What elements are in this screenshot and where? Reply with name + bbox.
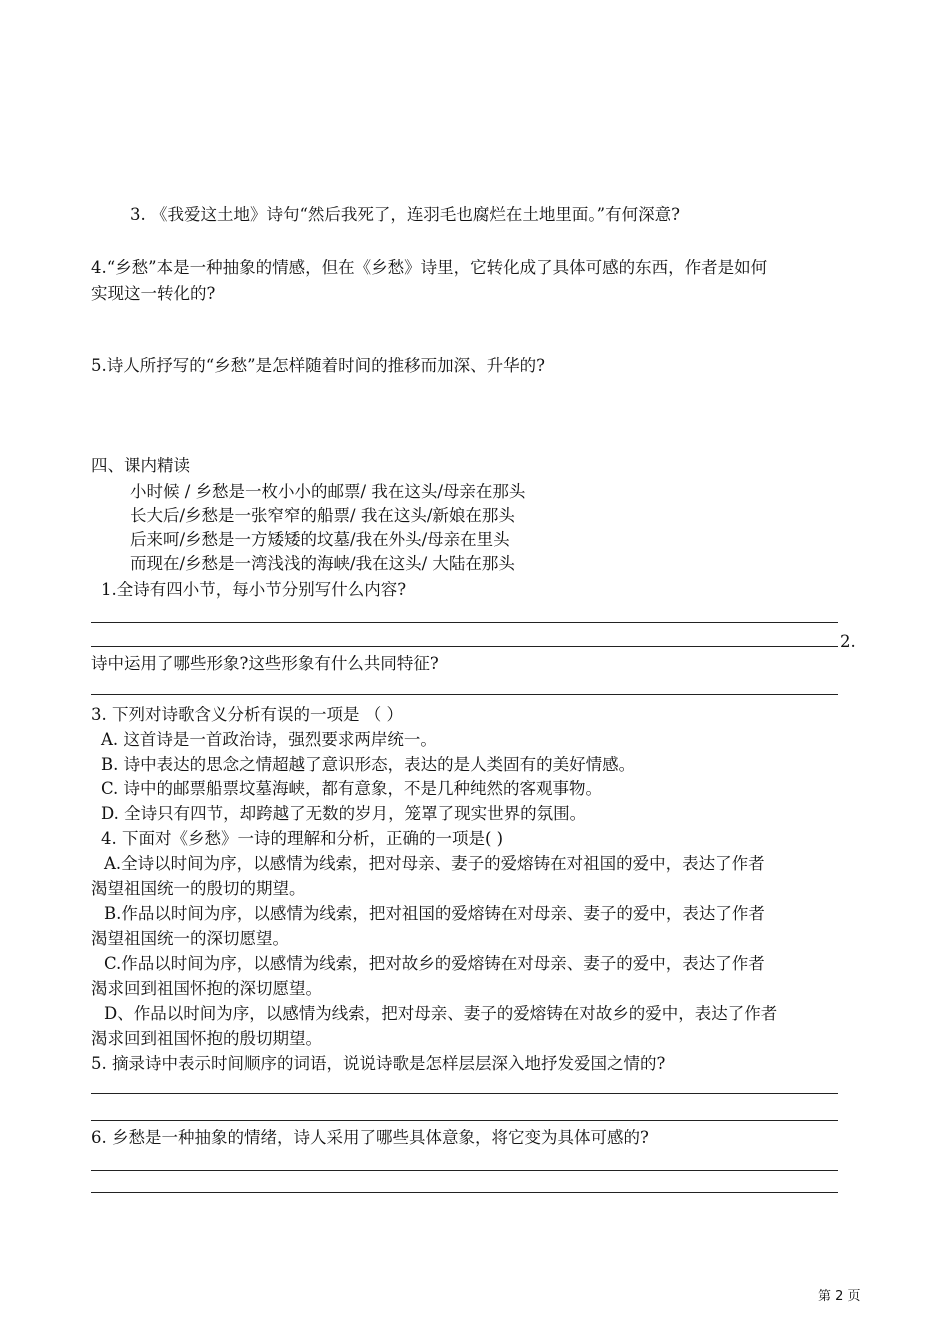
question-4-line-1: 4.“乡愁”本是一种抽象的情感，但在《乡愁》诗里，它转化成了具体可感的东西，作者是如何 bbox=[91, 258, 768, 277]
option-c-line-1: C.作品以时间为序，以感情为线索，把对故乡的爱熔铸在对母亲、妻子的爱中，表达了作者 bbox=[104, 954, 765, 973]
option-a-line-2: 渴望祖国统一的殷切的期望。 bbox=[91, 879, 306, 898]
answer-line[interactable] bbox=[91, 694, 838, 695]
option-c-line-2: 渴求回到祖国怀抱的深切愿望。 bbox=[91, 979, 322, 998]
section-heading: 四、课内精读 bbox=[91, 456, 190, 475]
answer-line[interactable] bbox=[91, 1120, 838, 1121]
option-b-line-2: 渴望祖国统一的深切愿望。 bbox=[91, 929, 289, 948]
poem-question-4-stem: 4. 下面对《乡愁》一诗的理解和分析，正确的一项是( ) bbox=[101, 829, 504, 848]
poem-question-1: 1.全诗有四小节，每小节分别写什么内容? bbox=[101, 580, 407, 599]
poem-stanza-3: 后来呵/乡愁是一方矮矮的坟墓/我在外头/母亲在里头 bbox=[130, 530, 510, 549]
option-c: C. 诗中的邮票船票坟墓海峡，都有意象，不是几种纯然的客观事物。 bbox=[101, 779, 603, 798]
poem-stanza-2: 长大后/乡愁是一张窄窄的船票/ 我在这头/新娘在那头 bbox=[130, 506, 515, 525]
question-3: 3. 《我爱这土地》诗句“然后我死了，连羽毛也腐烂在土地里面。”有何深意? bbox=[130, 205, 680, 224]
option-d-line-1: D、作品以时间为序，以感情为线索，把对母亲、妻子的爱熔铸在对故乡的爱中，表达了作者 bbox=[104, 1004, 778, 1023]
poem-question-3-stem: 3. 下列对诗歌含义分析有误的一项是 （ ） bbox=[91, 705, 403, 724]
poem-stanza-4: 而现在/乡愁是一湾浅浅的海峡/我在这头/ 大陆在那头 bbox=[130, 554, 515, 573]
answer-line[interactable] bbox=[91, 1093, 838, 1094]
question-5: 5.诗人所抒写的“乡愁”是怎样随着时间的推移而加深、升华的? bbox=[91, 356, 545, 375]
page-number: 第 2 页 bbox=[818, 1289, 861, 1304]
option-a-line-1: A.全诗以时间为序，以感情为线索，把对母亲、妻子的爱熔铸在对祖国的爱中，表达了作者 bbox=[104, 854, 765, 873]
poem-question-6: 6. 乡愁是一种抽象的情绪，诗人采用了哪些具体意象，将它变为具体可感的? bbox=[91, 1128, 649, 1147]
answer-line[interactable] bbox=[91, 1192, 838, 1193]
answer-line[interactable] bbox=[91, 1170, 838, 1171]
poem-question-2-number: 2. bbox=[840, 632, 856, 651]
question-4-line-2: 实现这一转化的? bbox=[91, 284, 216, 303]
option-a: A. 这首诗是一首政治诗，强烈要求两岸统一。 bbox=[101, 730, 437, 749]
answer-line[interactable] bbox=[91, 646, 838, 647]
answer-line[interactable] bbox=[91, 622, 838, 623]
option-d-line-2: 渴求回到祖国怀抱的殷切期望。 bbox=[91, 1029, 322, 1048]
option-b: B. 诗中表达的思念之情超越了意识形态，表达的是人类固有的美好情感。 bbox=[101, 755, 636, 774]
option-d: D. 全诗只有四节，却跨越了无数的岁月，笼罩了现实世界的氛围。 bbox=[101, 804, 587, 823]
poem-question-2: 诗中运用了哪些形象?这些形象有什么共同特征? bbox=[91, 654, 439, 673]
poem-stanza-1: 小时候 / 乡愁是一枚小小的邮票/ 我在这头/母亲在那头 bbox=[130, 482, 526, 501]
poem-question-5: 5. 摘录诗中表示时间顺序的词语，说说诗歌是怎样层层深入地抒发爱国之情的? bbox=[91, 1054, 666, 1073]
option-b-line-1: B.作品以时间为序，以感情为线索，把对祖国的爱熔铸在对母亲、妻子的爱中，表达了作者 bbox=[104, 904, 765, 923]
